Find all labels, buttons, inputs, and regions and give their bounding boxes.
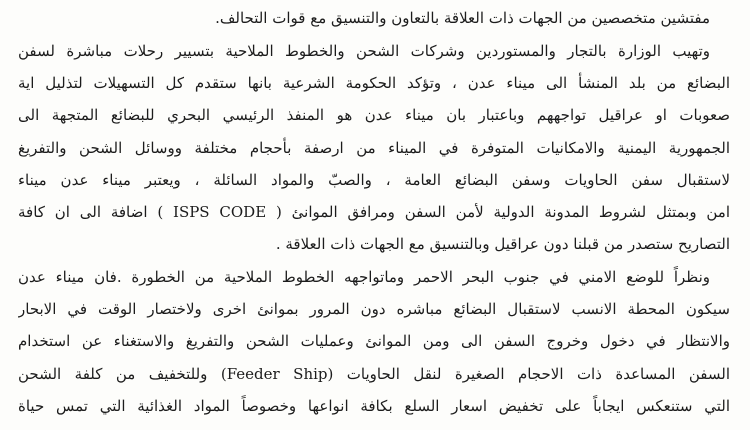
text-line-4: صعوبات او عراقيل تواجههم وباعتبار بان ميناء عدن هو المنفذ الرئيسي البحري للبضائع المتجهة الى — [18, 106, 730, 124]
text-line-12: السفن المساعدة ذات الاحجام الصغيرة لنقل الحاويات (Feeder Ship) وللتخفيف من كلفة الشحن — [18, 365, 730, 383]
text-line-1: مفتشين متخصصين من الجهات ذات العلاقة بالتعاون والتنسيق مع قوات التحالف. — [215, 9, 710, 27]
text-line-10: سيكون المحطة الانسب لاستقبال البضائع مباشره دون المرور بموانئ اخرى ولاختصار الوقت في الابحار — [18, 300, 730, 318]
text-line-7: امن وبمتثل لشروط المدونة الدولية لأمن السفن ومرافق الموانئ ( ISPS CODE ) اضافة الى ان كافة — [18, 203, 730, 221]
text-line-11: والانتظار في دخول وخروج السفن الى ومن الموانئ وعمليات الشحن والتفريغ والاستغناء عن استخدام — [18, 332, 730, 350]
text-line-3: البضائع من بلد المنشأ الى ميناء عدن ، وتؤكد الحكومة الشرعية بانها ستقدم كل التسهيلات لتذليل اية — [18, 74, 730, 92]
text-line-6: لاستقبال سفن الحاويات وسفن البضائع العامة ، والصبّ والمواد السائلة ، ويعتبر ميناء عدن ميناء — [18, 171, 730, 189]
text-line-13: التي ستنعكس ايجاباً على تخفيض اسعار السلع بكافة انواعها وخصوصاً المواد الغذائية التي تمس حياة — [18, 397, 730, 415]
text-line-2: وتهيب الوزارة بالتجار والمستوردين وشركات الشحن والخطوط الملاحية بتسيير رحلات مباشرة لسفن — [18, 42, 710, 60]
text-line-5: الجمهورية اليمنية والامكانيات المتوفرة في الميناء من ارصفة بأحجام مختلفة ووسائل الشحن والتفريغ — [18, 139, 730, 157]
text-line-9: ونظراً للوضع الامني في جنوب البحر الاحمر وماتواجهه الخطوط الملاحية من الخطورة .فان ميناء عدن — [18, 268, 710, 286]
text-line-8: التصاريح ستصدر من قبلنا دون عراقيل وبالتنسيق مع الجهات ذات العلاقة . — [275, 235, 730, 253]
